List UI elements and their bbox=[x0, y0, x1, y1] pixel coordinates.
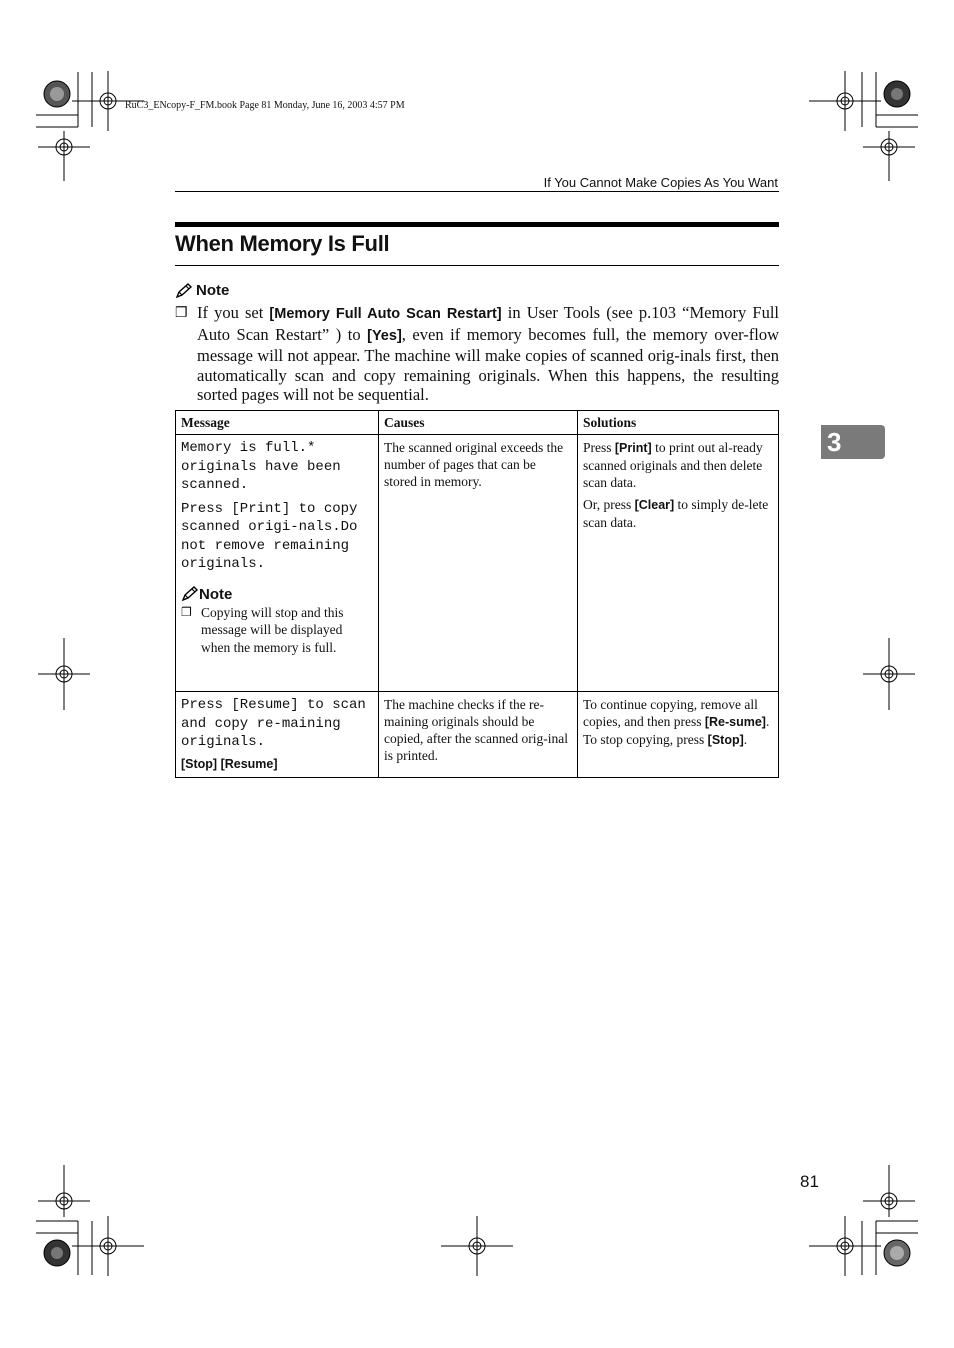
row1-solution-cell bbox=[578, 435, 779, 692]
key-stop: [Stop] bbox=[707, 733, 744, 747]
row1-solution-1 bbox=[583, 439, 773, 491]
key-resume: [Re-sume] bbox=[704, 715, 766, 729]
note-key-memory-full: [Memory Full Auto Scan Restart] bbox=[269, 306, 502, 322]
key-print: [Print] bbox=[614, 441, 652, 455]
row1-note-heading bbox=[181, 586, 373, 603]
row1-note-item bbox=[181, 604, 373, 657]
header-message: Message bbox=[176, 411, 379, 435]
running-header: If You Cannot Make Copies As You Want bbox=[543, 175, 778, 190]
row1-cause: The scanned original exceeds the number of pages that can be stored in memory. bbox=[384, 440, 564, 489]
book-info: RuC3_ENcopy-F_FM.book Page 81 Monday, June 16, 2003 4:57 PM bbox=[125, 100, 405, 111]
row2-solution bbox=[583, 696, 773, 749]
row2-sol-c: . bbox=[743, 732, 748, 747]
header-solutions: Solutions bbox=[578, 411, 779, 435]
key-clear: [Clear] bbox=[634, 498, 675, 512]
note-label: Note bbox=[196, 282, 230, 299]
chapter-tab: 3 bbox=[821, 425, 885, 459]
row2-cause-cell bbox=[379, 692, 578, 778]
row1-message-2: Press [Print] to copy scanned origi-nals.Do not remove remaining originals. bbox=[181, 500, 358, 572]
row1-sol-2b: to simply de-lete scan data. bbox=[583, 497, 769, 530]
row2-sol-b: . To stop copying, press bbox=[583, 714, 770, 747]
row1-message-1: Memory is full.* originals have been scanned. bbox=[181, 440, 341, 493]
row1-message-cell bbox=[176, 435, 379, 692]
row2-message-cell bbox=[176, 692, 379, 778]
row1-sol-1a: Press bbox=[583, 440, 615, 455]
checkbox-icon: ❒ bbox=[175, 306, 188, 321]
note-text-3: , even if memory becomes full, the memory over-flow message will not appear. The machine will make copies of scanned orig-inals first, then automatically scan and copy remaining originals. When this happens, the resulting sorted pages will not be sequential. bbox=[197, 324, 779, 404]
header-causes: Causes bbox=[379, 411, 578, 435]
title-rule bbox=[175, 265, 779, 266]
note-text-2: in User Tools (see p.103 “Memory Full Auto Scan Restart” ) to bbox=[197, 303, 779, 344]
row1-note-label: Note bbox=[199, 585, 233, 603]
row2-keys: [Stop] [Resume] bbox=[181, 756, 278, 771]
page-number: 81 bbox=[800, 1172, 819, 1191]
row1-cause-cell bbox=[379, 435, 578, 692]
note-body bbox=[175, 303, 779, 405]
row1-solution-2 bbox=[583, 496, 773, 531]
row2-cause: The machine checks if the re-maining originals should be copied, after the scanned orig-inal is printed. bbox=[384, 697, 569, 763]
pencil-icon bbox=[181, 586, 199, 602]
row1-sol-2a: Or, press bbox=[583, 497, 635, 512]
row1-note-text: Copying will stop and this message will be displayed when the memory is full. bbox=[201, 604, 344, 655]
table-header-row bbox=[176, 411, 779, 435]
row2-solution-cell bbox=[578, 692, 779, 778]
row1-sol-1b: to print out al-ready scanned originals and then delete scan data. bbox=[583, 440, 763, 490]
message-table bbox=[175, 410, 779, 778]
page-title: When Memory Is Full bbox=[175, 231, 390, 256]
row2-sol-a: To continue copying, remove all copies, and then press bbox=[583, 697, 758, 729]
note-key-yes: [Yes] bbox=[367, 327, 402, 344]
note-text-1: If you set bbox=[197, 303, 270, 322]
note-heading bbox=[175, 282, 229, 299]
title-bar bbox=[175, 222, 779, 227]
row2-message: Press [Resume] to scan and copy re-maining originals. bbox=[181, 697, 366, 750]
header-rule bbox=[175, 191, 779, 192]
checkbox-icon: ❒ bbox=[181, 604, 192, 619]
pencil-icon bbox=[175, 283, 193, 299]
table-row bbox=[176, 435, 779, 692]
table-row bbox=[176, 692, 779, 778]
